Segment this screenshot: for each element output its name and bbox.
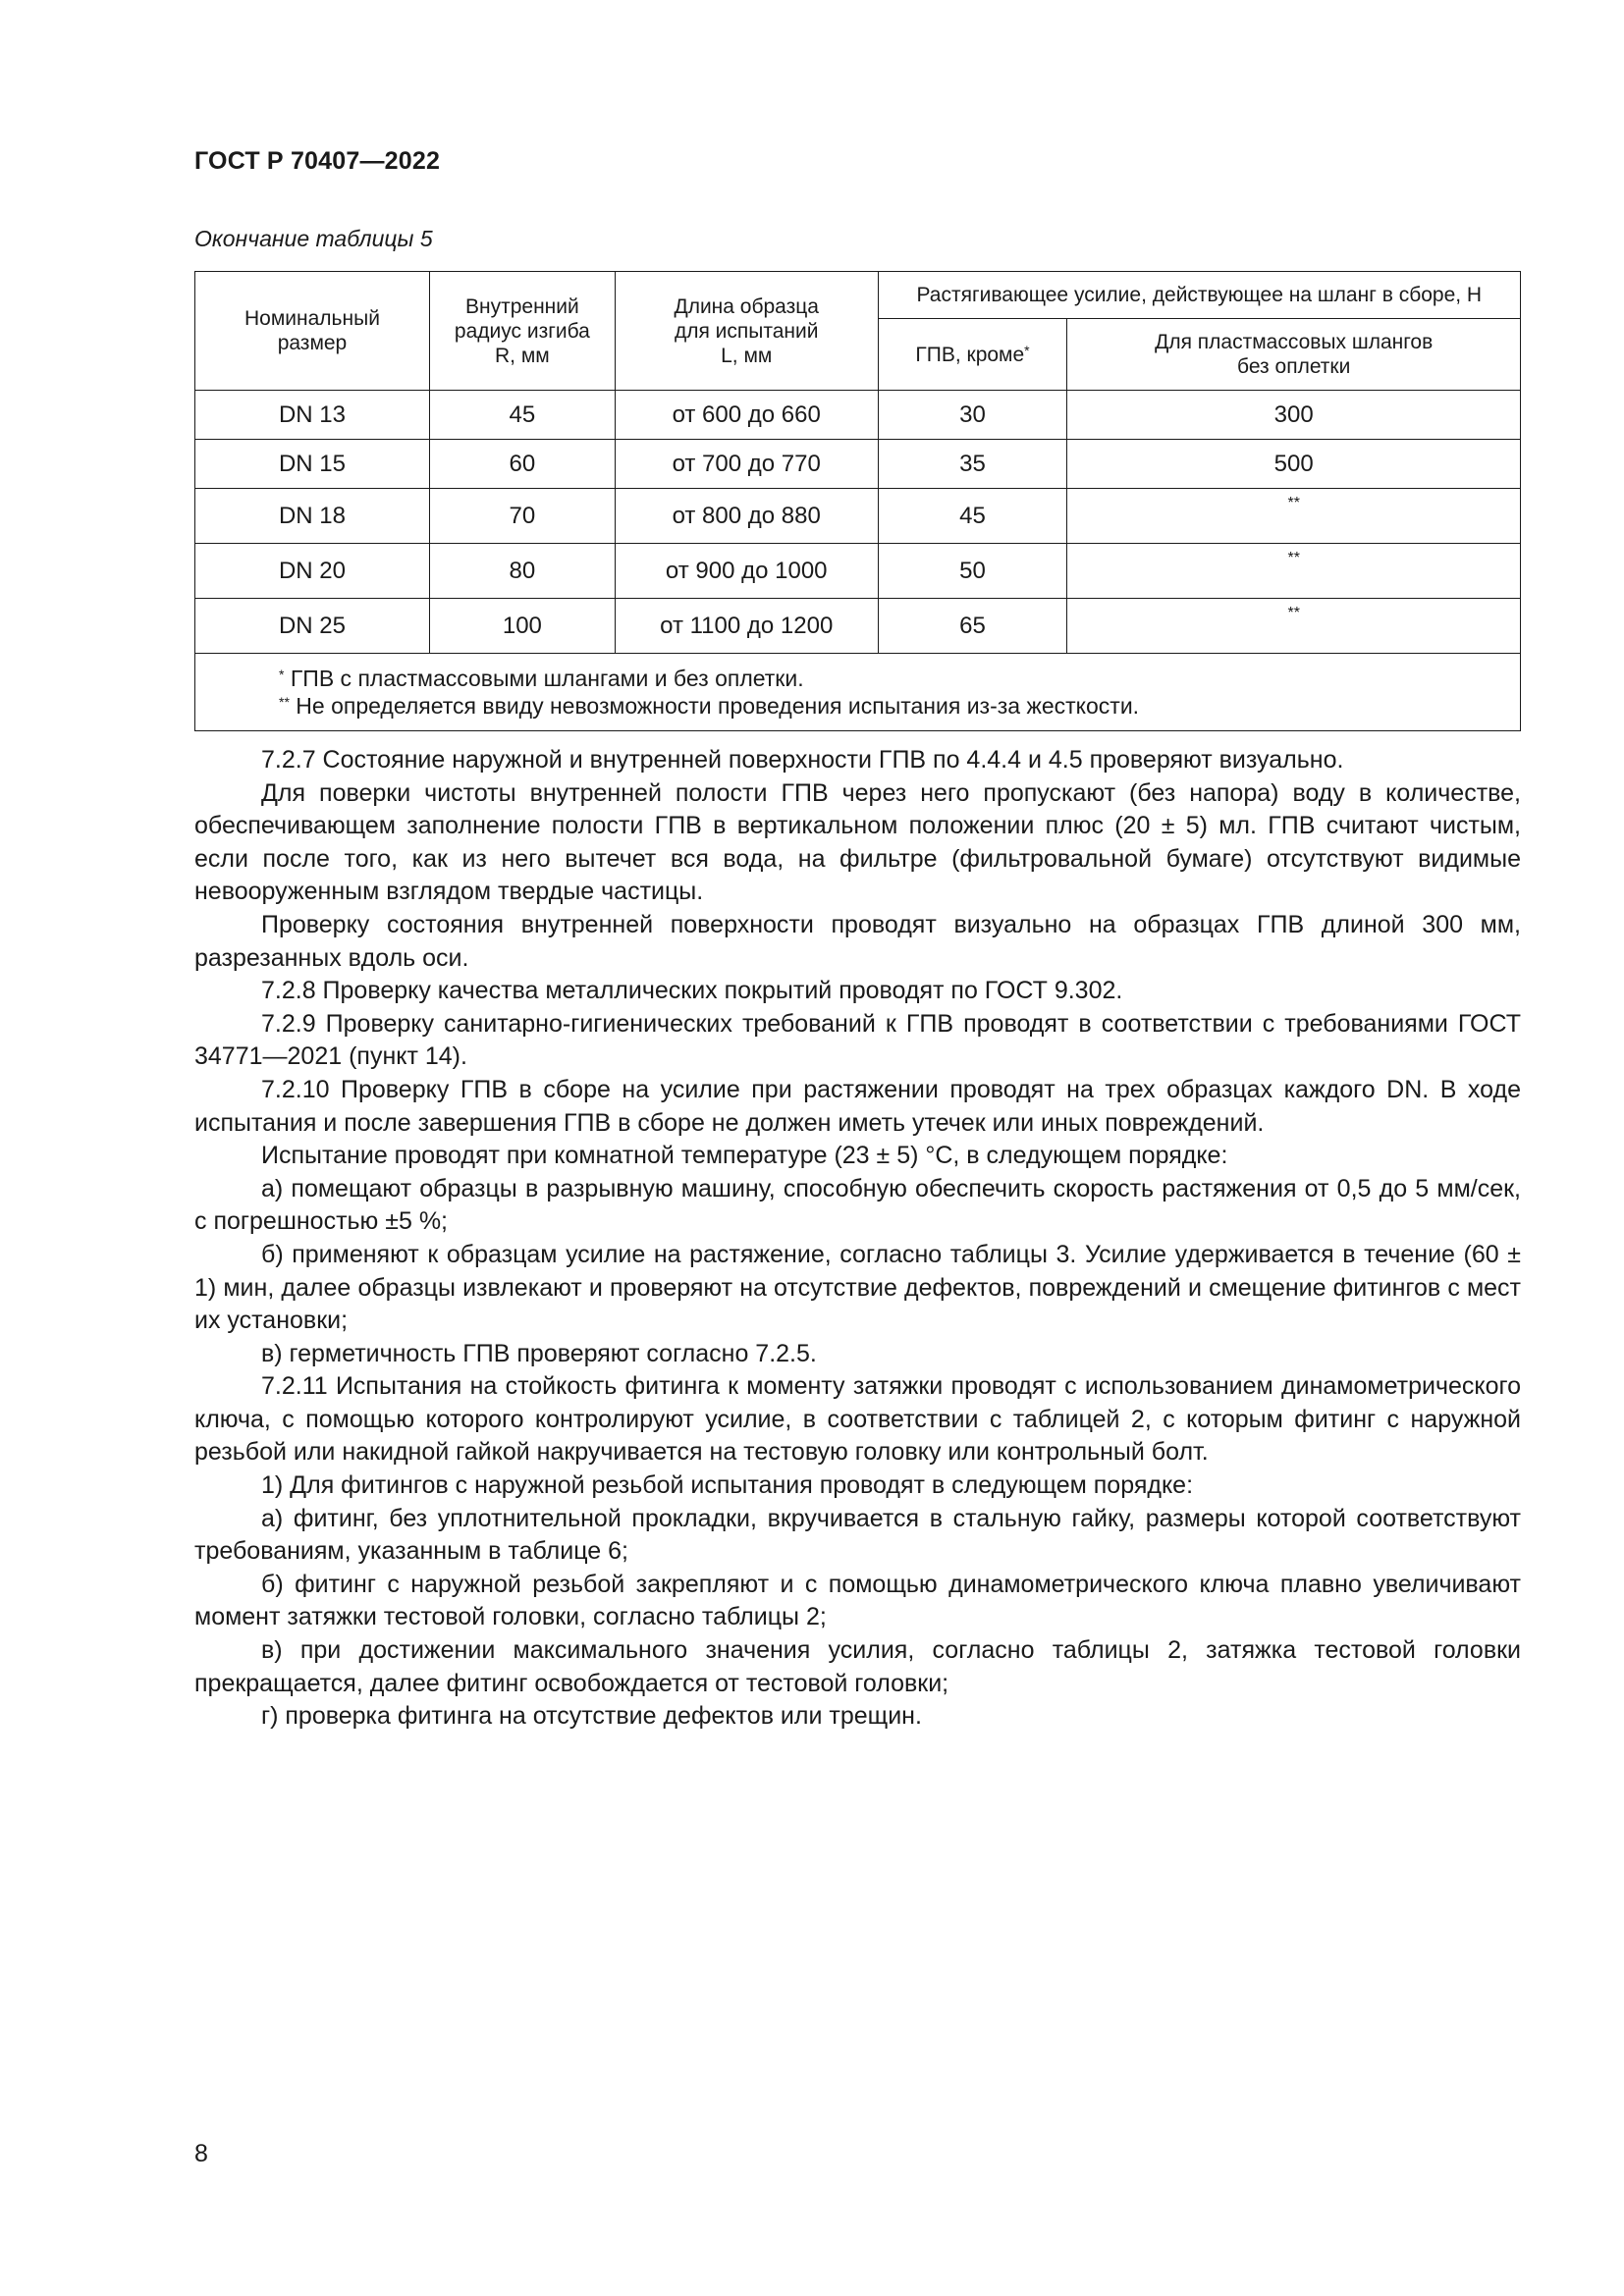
cell-radius: 45 — [429, 391, 615, 440]
header-sample-length-line3: L, мм — [721, 344, 773, 367]
cell-length: от 900 до 1000 — [615, 544, 878, 599]
table-note-mark: ** — [279, 694, 290, 710]
body-text — [194, 744, 1521, 1734]
cell-dn: DN 18 — [195, 489, 430, 544]
cell-radius: 60 — [429, 440, 615, 489]
cell-radius: 100 — [429, 599, 615, 654]
cell-length: от 1100 до 1200 — [615, 599, 878, 654]
paragraph: б) применяют к образцам усилие на растяжение, согласно таблицы 3. Усилие удерживается в течение (60 ± 1) мин, далее образцы извлекают и проверяют на отсутствие дефектов, повреждений и смещение фитингов с мест их установки; — [194, 1240, 1521, 1335]
cell-force-plastic: ** — [1067, 599, 1521, 654]
header-sample-length-line2: для испытаний — [674, 319, 819, 343]
cell-dn: DN 20 — [195, 544, 430, 599]
cell-force-plastic: 300 — [1067, 391, 1521, 440]
header-force-plastic-line1: Для пластмассовых шлангов — [1155, 331, 1434, 354]
table-note — [279, 692, 1520, 720]
paragraph: 7.2.11 Испытания на стойкость фитинга к моменту затяжки проводят с использованием динамометрического ключа, с помощью которого контролируют усилие, в соответствии с таблицей 2, с которым фитинг с наружной резьбой или накидной гайкой накручивается на тестовую головку или контрольный болт. — [194, 1372, 1521, 1467]
cell-force-plastic: 500 — [1067, 440, 1521, 489]
header-force-plastic-line2: без оплетки — [1237, 355, 1351, 379]
paragraph: Проверку состояния внутренней поверхности проводят визуально на образцах ГПВ длиной 300 мм, разрезанных вдоль оси. — [194, 910, 1521, 972]
header-force-gpv-mark: * — [1024, 342, 1030, 358]
paragraph: 7.2.7 Состояние наружной и внутренней поверхности ГПВ по 4.4.4 и 4.5 проверяют визуально. — [261, 746, 1344, 774]
paragraph: в) герметичность ГПВ проверяют согласно 7.2.5. — [261, 1339, 817, 1367]
cell-force-gpv: 30 — [878, 391, 1067, 440]
cell-length: от 600 до 660 — [615, 391, 878, 440]
cell-dn: DN 25 — [195, 599, 430, 654]
paragraph: Для поверки чистоты внутренней полости ГПВ через него пропускают (без напора) воду в количестве, обеспечивающем заполнение полости ГПВ в вертикальном положении плюс (20 ± 5) мл. ГПВ считают чистым, если после того, как из него вытечет вся вода, на фильтре (фильтровальной бумаге) отсутствуют видимые невооруженным взглядом твердые частицы. — [194, 778, 1521, 906]
paragraph: Испытание проводят при комнатной температуре (23 ± 5) °C, в следующем порядке: — [261, 1142, 1228, 1170]
cell-radius: 70 — [429, 489, 615, 544]
paragraph: 7.2.8 Проверку качества металлических покрытий проводят по ГОСТ 9.302. — [261, 977, 1123, 1005]
paragraph: г) проверка фитинга на отсутствие дефектов или трещин. — [261, 1702, 922, 1731]
header-tensile-force: Растягивающее усилие, действующее на шланг в сборе, Н — [878, 272, 1520, 319]
table-note-mark: * — [279, 667, 285, 682]
table-notes — [195, 654, 1521, 731]
paragraph: в) при достижении максимального значения усилия, согласно таблицы 2, затяжка тестовой головки прекращается, далее фитинг освобождается от тестовой головки; — [194, 1636, 1521, 1697]
table-row — [195, 489, 1521, 544]
table-note-text: ГПВ с пластмассовыми шлангами и без оплетки. — [284, 666, 804, 691]
cell-dn: DN 13 — [195, 391, 430, 440]
header-sample-length — [615, 272, 878, 391]
header-force-gpv — [878, 319, 1067, 391]
page-number: 8 — [194, 2140, 208, 2167]
cell-radius: 80 — [429, 544, 615, 599]
cell-force-plastic: ** — [1067, 544, 1521, 599]
header-sample-length-line1: Длина образца — [674, 294, 819, 318]
cell-dn: DN 15 — [195, 440, 430, 489]
paragraph: 7.2.10 Проверку ГПВ в сборе на усилие при растяжении проводят на трех образцах каждого DN. В ходе испытания и после завершения ГПВ в сборе не должен иметь утечек или иных повреждений. — [194, 1075, 1521, 1137]
header-bend-radius-line3: R, мм — [495, 344, 550, 367]
paragraph: а) помещают образцы в разрывную машину, способную обеспечить скорость растяжения от 0,5 до 5 мм/сек, с погрешностью ±5 %; — [194, 1174, 1521, 1236]
header-bend-radius-line2: радиус изгиба — [454, 319, 590, 343]
table-row — [195, 440, 1521, 489]
cell-force-gpv: 65 — [878, 599, 1067, 654]
table-caption: Окончание таблицы 5 — [194, 226, 433, 251]
document-code: ГОСТ Р 70407—2022 — [194, 147, 441, 175]
header-force-plastic — [1067, 319, 1521, 391]
cell-force-gpv: 35 — [878, 440, 1067, 489]
cell-length: от 800 до 880 — [615, 489, 878, 544]
header-bend-radius-line1: Внутренний — [465, 294, 579, 318]
paragraph: а) фитинг, без уплотнительной прокладки, вкручивается в стальную гайку, размеры которой соответствуют требованиям, указанным в таблице 6; — [194, 1504, 1521, 1566]
paragraph: б) фитинг с наружной резьбой закрепляют и с помощью динамометрического ключа плавно увеличивают момент затяжки тестовой головки, согласно таблицы 2; — [194, 1570, 1521, 1631]
header-bend-radius — [429, 272, 615, 391]
table-note — [279, 665, 1520, 692]
table-row — [195, 544, 1521, 599]
table-row — [195, 599, 1521, 654]
paragraph: 1) Для фитингов с наружной резьбой испытания проводят в следующем порядке: — [261, 1471, 1194, 1500]
table-note-text: Не определяется ввиду невозможности проведения испытания из-за жесткости. — [289, 693, 1140, 719]
header-nominal-size: Номинальный размер — [195, 272, 430, 391]
paragraph: 7.2.9 Проверку санитарно-гигиенических требований к ГПВ проводят в соответствии с требованиями ГОСТ 34771—2021 (пункт 14). — [194, 1009, 1521, 1071]
cell-force-gpv: 45 — [878, 489, 1067, 544]
header-force-gpv-text: ГПВ, кроме — [915, 343, 1025, 366]
cell-force-plastic: ** — [1067, 489, 1521, 544]
table-row — [195, 391, 1521, 440]
table-5 — [194, 271, 1521, 731]
cell-force-gpv: 50 — [878, 544, 1067, 599]
cell-length: от 700 до 770 — [615, 440, 878, 489]
